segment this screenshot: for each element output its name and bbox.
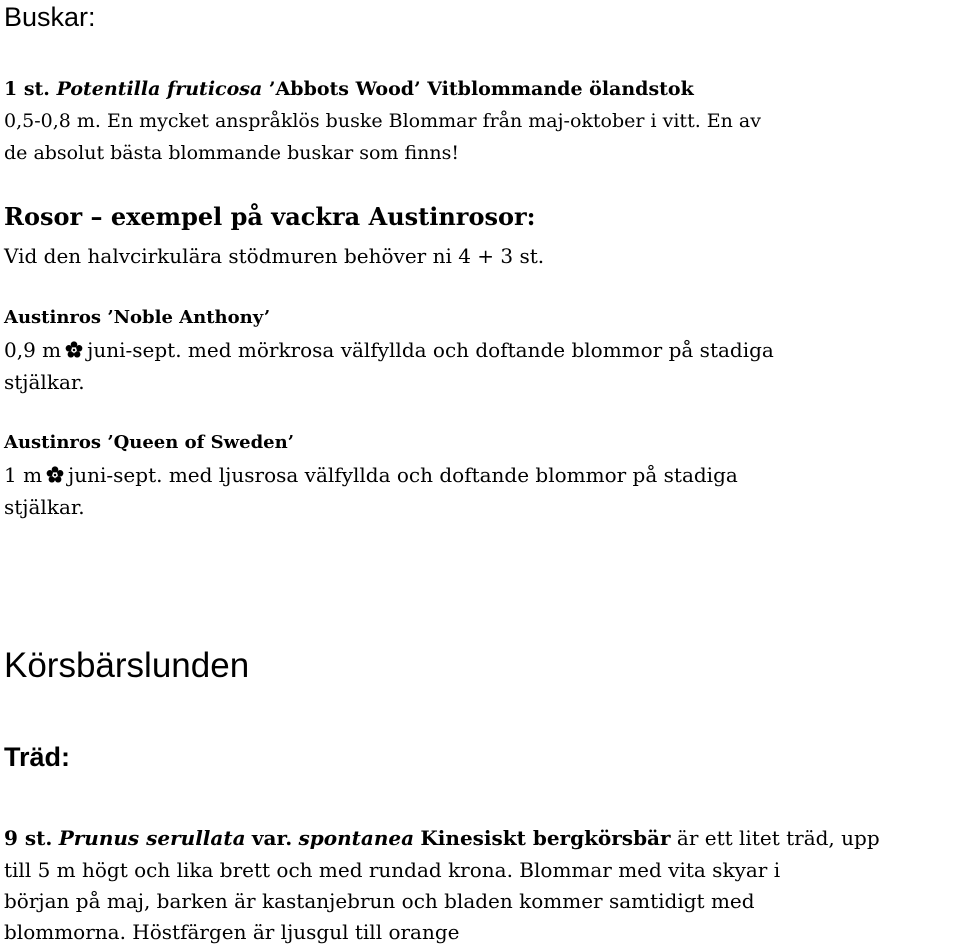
tree-common-name: Kinesiskt bergkörsbär bbox=[420, 826, 671, 850]
rose-name: Austinros ’Queen of Sweden’ bbox=[4, 432, 294, 453]
rose-description: juni-sept. med mörkrosa välfyllda och doftande blommor på stadiga bbox=[87, 338, 774, 362]
tree-var-name: spontanea bbox=[298, 826, 415, 850]
tree-description: är ett litet träd, upp bbox=[676, 826, 880, 850]
section-heading-trad: Träd: bbox=[4, 742, 71, 772]
shrub-quantity: 1 st. bbox=[4, 78, 50, 100]
tree-var: var. bbox=[251, 826, 293, 850]
rose-description-line bbox=[4, 338, 774, 362]
shrub-common-name: ’Abbots Wood’ Vitblommande ölandstok bbox=[268, 78, 694, 100]
rose-description-line: stjälkar. bbox=[4, 370, 85, 394]
tree-description-line: början på maj, barken är kastanjebrun och bladen kommer samtidigt med bbox=[4, 889, 755, 913]
shrub-latin-name: Potentilla fruticosa bbox=[56, 78, 263, 100]
rose-height: 0,9 m bbox=[4, 338, 62, 362]
tree-title-line bbox=[4, 826, 880, 850]
flower-icon bbox=[46, 465, 64, 483]
rose-height: 1 m bbox=[4, 463, 43, 487]
shrub-description-line: 0,5-0,8 m. En mycket anspråklös buske Blommar från maj-oktober i vitt. En av bbox=[4, 110, 761, 132]
tree-latin-name: Prunus serullata bbox=[58, 826, 246, 850]
rose-description-line: stjälkar. bbox=[4, 495, 85, 519]
shrub-title bbox=[4, 78, 694, 100]
tree-quantity: 9 st. bbox=[4, 826, 53, 850]
rosor-subtext: Vid den halvcirkulära stödmuren behöver ni 4 + 3 st. bbox=[4, 244, 545, 268]
section-heading-buskar: Buskar: bbox=[4, 2, 96, 32]
tree-description-line: till 5 m högt och lika brett och med rundad krona. Blommar med vita skyar i bbox=[4, 858, 781, 882]
tree-description-line: blommorna. Höstfärgen är ljusgul till orange bbox=[4, 920, 460, 944]
rose-name: Austinros ’Noble Anthony’ bbox=[4, 307, 271, 328]
flower-icon bbox=[65, 340, 83, 358]
rose-description-line bbox=[4, 463, 738, 487]
section-heading-korsbarslunden: Körsbärslunden bbox=[4, 646, 250, 685]
rose-description: juni-sept. med ljusrosa välfyllda och doftande blommor på stadiga bbox=[68, 463, 738, 487]
shrub-description-line: de absolut bästa blommande buskar som finns! bbox=[4, 142, 459, 164]
section-heading-rosor: Rosor – exempel på vackra Austinrosor: bbox=[4, 202, 536, 231]
